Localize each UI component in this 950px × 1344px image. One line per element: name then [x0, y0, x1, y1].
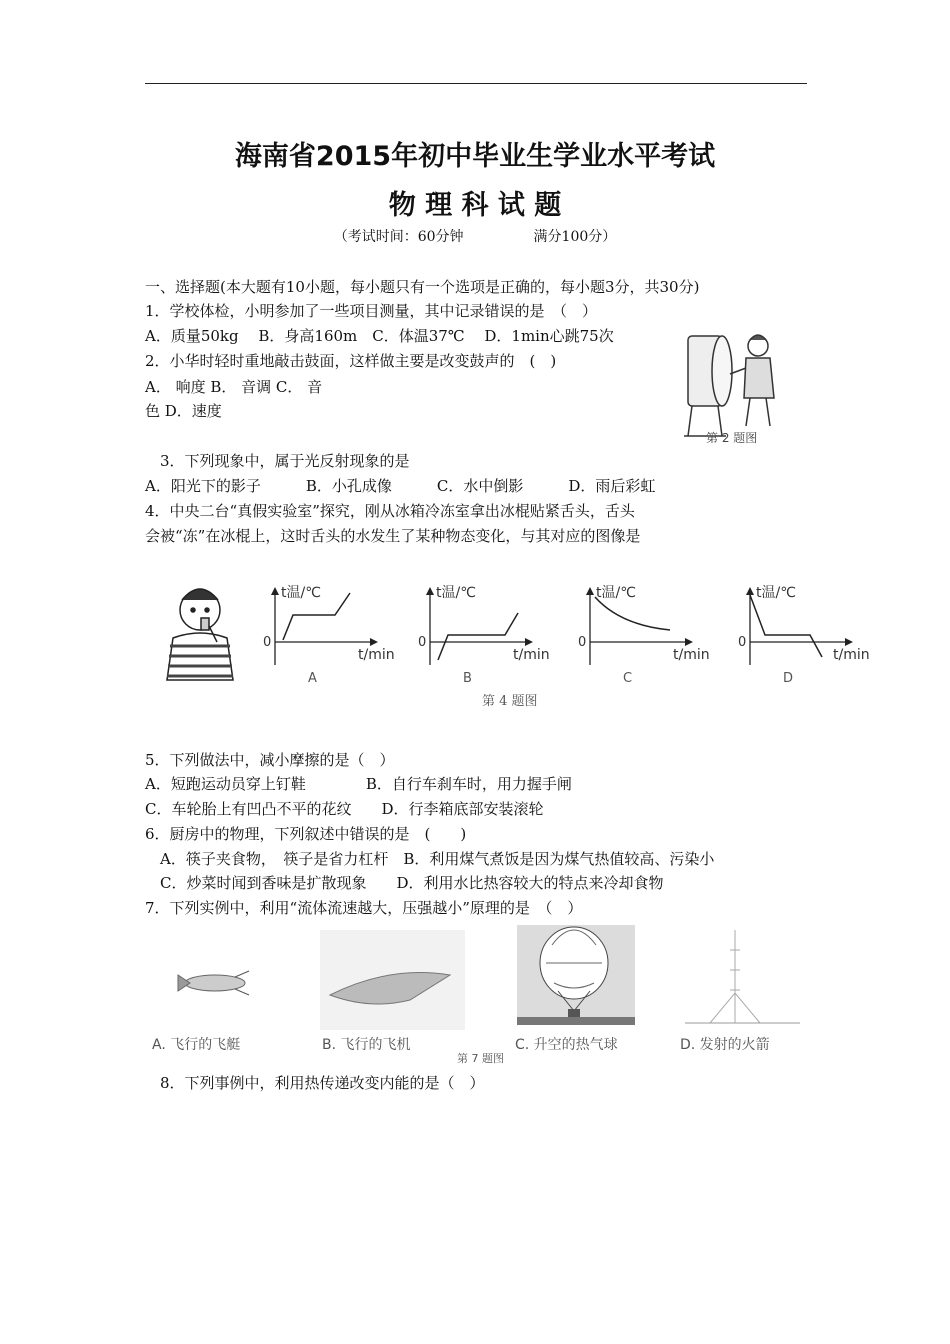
- q2-figure-caption: 第 2 题图: [706, 431, 758, 445]
- origin-label: 0: [738, 635, 747, 650]
- q3-stem: 3．下列现象中，属于光反射现象的是: [160, 452, 410, 470]
- q4-graph-a: [263, 585, 395, 686]
- x-axis-label: t/min: [673, 647, 710, 663]
- graph-option-label: D: [783, 671, 794, 686]
- y-axis-label: t温/℃: [281, 585, 321, 601]
- exam-info: （考试时间：60分钟 满分100分）: [333, 229, 617, 245]
- q6-stem: 6．厨房中的物理，下列叙述中错误的是 ( ): [145, 825, 467, 843]
- q5-stem: 5．下列做法中，减小摩擦的是（ ）: [145, 751, 395, 769]
- x-axis-arrow: [370, 638, 378, 646]
- q8-stem: 8．下列事例中，利用热传递改变内能的是（ ）: [160, 1074, 485, 1092]
- q3-options: A．阳光下的影子 B．小孔成像 C．水中倒影 D．雨后彩虹: [145, 477, 656, 495]
- q6-options-line1: A．筷子夹食物， 筷子是省力杠杆 B．利用煤气煮饭是因为煤气热值较高、污染小: [160, 850, 715, 868]
- exam-subtitle: 物 理 科 试 题: [388, 190, 562, 221]
- q7-figure-caption: 第 7 题图: [457, 1052, 504, 1065]
- airship-image: [178, 971, 249, 995]
- q1-stem: 1．学校体检，小明参加了一些项目测量，其中记录错误的是 （ ）: [145, 302, 598, 320]
- q2-options-line2: 色 D．速度: [145, 402, 222, 420]
- q4-graph-c: [578, 585, 710, 686]
- graph-option-label: B: [463, 671, 472, 686]
- q5-options-line2: C．车轮胎上有凹凸不平的花纹 D．行李箱底部安装滚轮: [145, 800, 544, 818]
- boy-with-popsicle-figure: [155, 580, 245, 685]
- header-rule: [145, 83, 807, 84]
- origin-label: 0: [578, 635, 587, 650]
- x-axis-label: t/min: [358, 647, 395, 663]
- x-axis-arrow: [525, 638, 533, 646]
- x-axis-label: t/min: [833, 647, 870, 663]
- x-axis-arrow: [685, 638, 693, 646]
- q1-options: A．质量50kg B．身高160m C．体温37℃ D．1min心跳75次: [145, 327, 614, 345]
- y-axis-arrow: [271, 587, 279, 595]
- temperature-curve: [595, 597, 670, 630]
- airplane-image: [320, 930, 465, 1030]
- x-axis-arrow: [845, 638, 853, 646]
- graph-option-label: C: [623, 671, 633, 686]
- q4-graph-d: [738, 585, 870, 686]
- q4-figure-caption: 第 4 题图: [482, 694, 538, 709]
- rocket-launch-image: [685, 930, 800, 1023]
- q4-graph-b: [418, 585, 550, 686]
- q7-caption-d: D. 发射的火箭: [680, 1037, 770, 1053]
- q7-caption-a: A. 飞行的飞艇: [152, 1037, 241, 1053]
- q4-stem-line2: 会被“冻”在冰棍上，这时舌头的水发生了某种物态变化，与其对应的图像是: [145, 527, 641, 545]
- drum-figure: [680, 328, 785, 450]
- section-heading: 一、选择题(本大题有10小题，每小题只有一个选项是正确的，每小题3分，共30分): [145, 278, 700, 296]
- q7-pictures: [150, 925, 810, 1065]
- x-axis-label: t/min: [513, 647, 550, 663]
- origin-label: 0: [418, 635, 427, 650]
- q4-graphs: [250, 575, 890, 690]
- q5-options-line1: A．短跑运动员穿上钉鞋 B．自行车刹车时，用力握手闸: [145, 775, 572, 793]
- q2-stem: 2．小华时轻时重地敲击鼓面，这样做主要是改变鼓声的 ( ): [145, 352, 557, 370]
- q4-stem-line1: 4．中央二台“真假实验室”探究，刚从冰箱冷冻室拿出冰棍贴紧舌头，舌头: [145, 502, 635, 520]
- q2-options-line1: A． 响度 B． 音调 C． 音: [145, 378, 323, 396]
- q7-caption-c: C. 升空的热气球: [515, 1037, 618, 1053]
- y-axis-arrow: [586, 587, 594, 595]
- temperature-curve: [750, 595, 822, 657]
- y-axis-label: t温/℃: [596, 585, 636, 601]
- graph-option-label: A: [308, 671, 317, 686]
- y-axis-label: t温/℃: [436, 585, 476, 601]
- y-axis-arrow: [746, 587, 754, 595]
- q6-options-line2: C．炒菜时闻到香味是扩散现象 D．利用水比热容较大的特点来冷却食物: [160, 874, 664, 892]
- exam-title: 海南省2015年初中毕业生学业水平考试: [234, 141, 716, 172]
- y-axis-label: t温/℃: [756, 585, 796, 601]
- q7-stem: 7．下列实例中，利用“流体流速越大，压强越小”原理的是 （ ）: [145, 899, 583, 917]
- origin-label: 0: [263, 635, 272, 650]
- hot-air-balloon-image: [517, 925, 635, 1025]
- q7-caption-b: B. 飞行的飞机: [322, 1037, 411, 1053]
- y-axis-arrow: [426, 587, 434, 595]
- temperature-curve: [438, 613, 518, 660]
